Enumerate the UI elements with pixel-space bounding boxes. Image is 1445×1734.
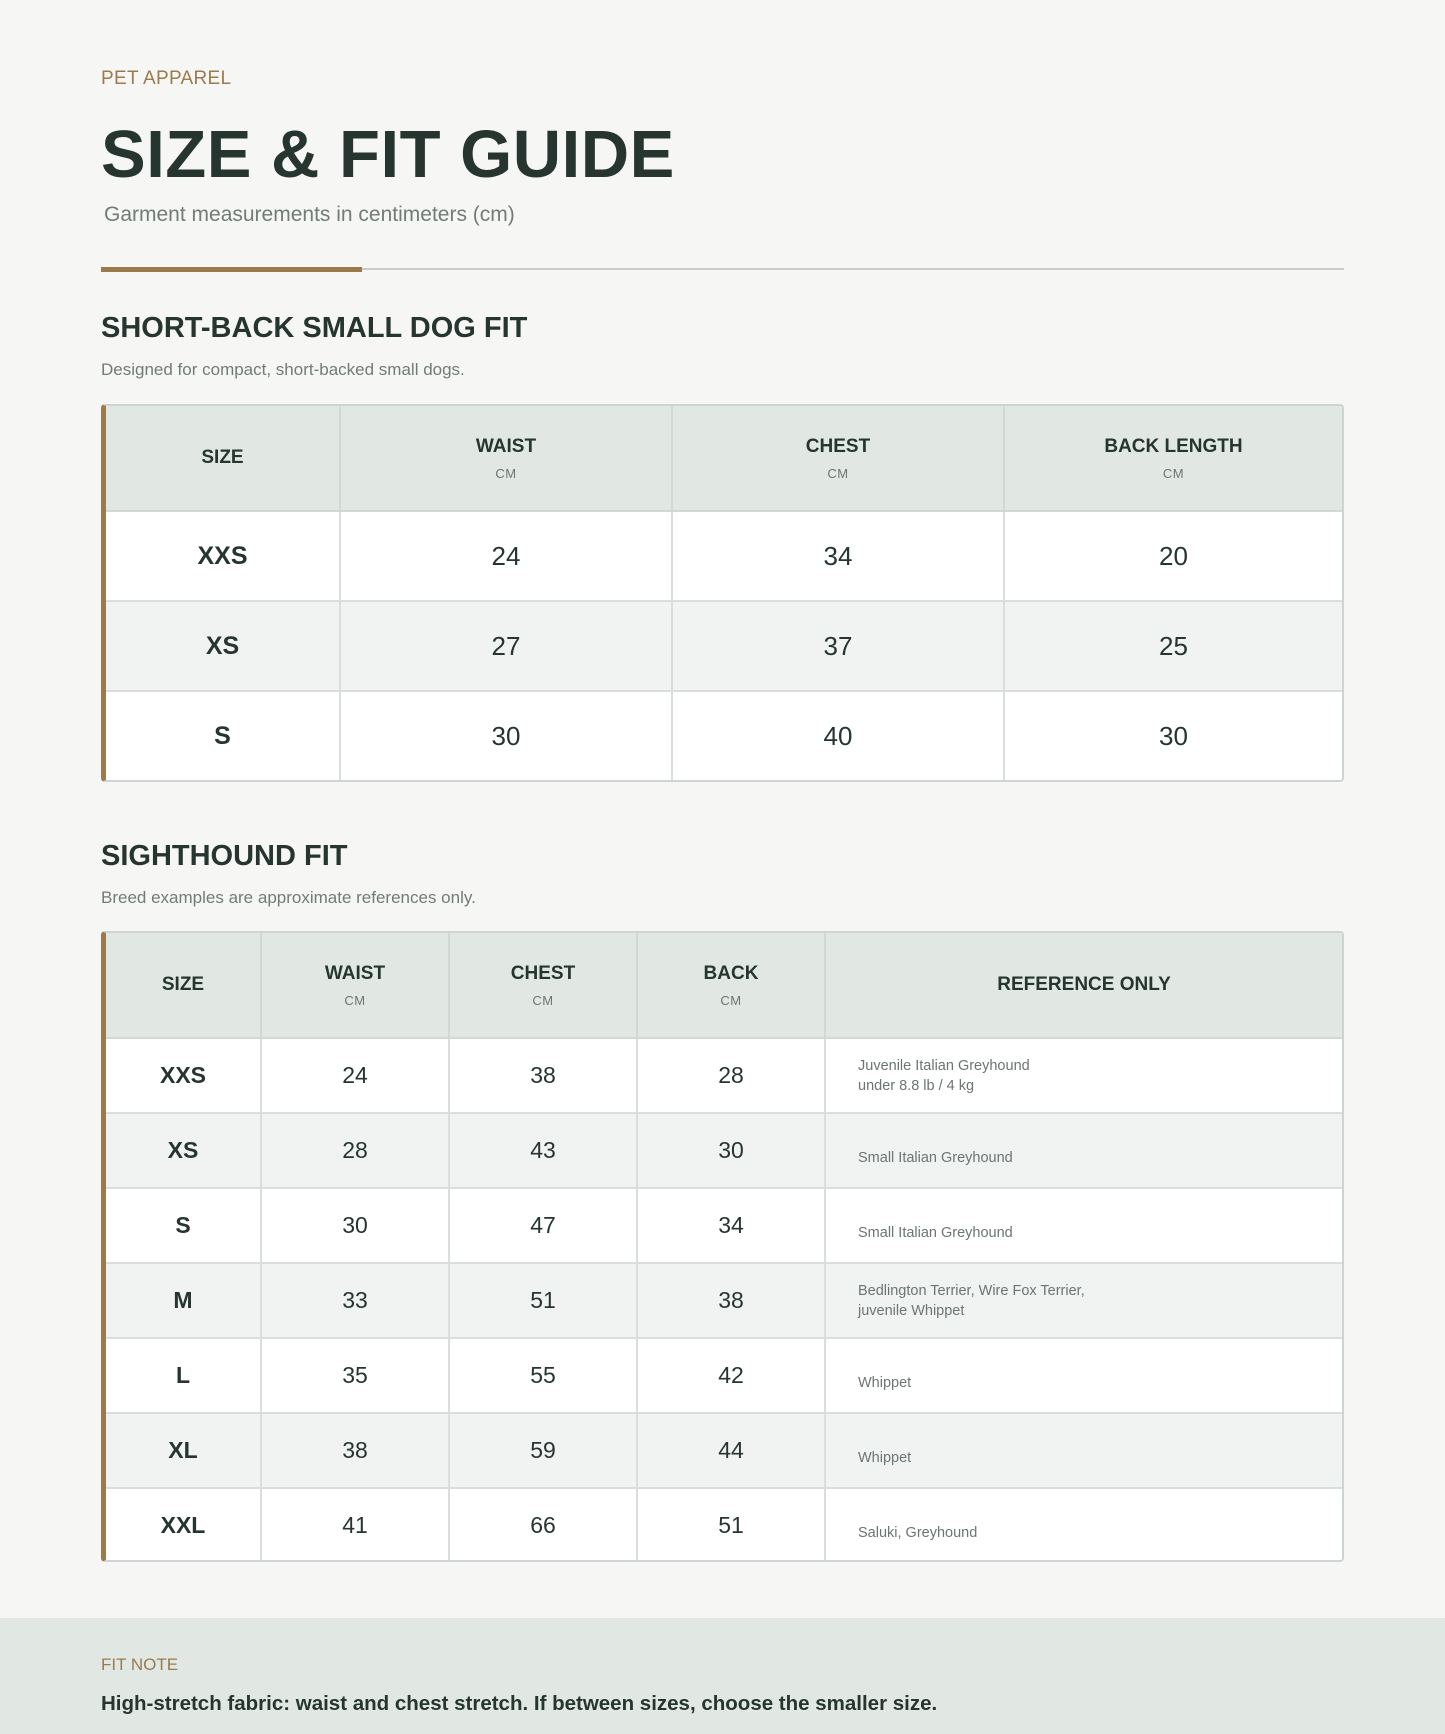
size-cell: XS: [106, 601, 340, 691]
size-cell: XL: [106, 1413, 261, 1488]
size-cell: L: [106, 1338, 261, 1413]
column-header-label: CHEST: [510, 962, 576, 984]
waist-cell: 35: [261, 1338, 449, 1413]
column-unit-label: CM: [344, 992, 366, 1008]
waist-cell: 41: [261, 1488, 449, 1562]
short-back-section-title: SHORT-BACK SMALL DOG FIT: [101, 312, 528, 344]
table-row: [106, 1338, 1342, 1413]
fit-note-banner: [0, 1618, 1445, 1734]
reference-text: Small Italian Greyhound: [858, 1149, 1013, 1166]
column-header-label: WAIST: [475, 435, 537, 457]
reference-text: Small Italian Greyhound: [858, 1224, 1013, 1241]
table-row: [106, 601, 1342, 691]
fit-note-label: FIT NOTE: [101, 1655, 179, 1674]
column-unit-label: CM: [827, 465, 849, 481]
sighthound-section-title: SIGHTHOUND FIT: [101, 840, 348, 872]
column-header-reference: [825, 933, 1342, 1038]
column-header-size: [106, 933, 261, 1038]
reference-text: Bedlington Terrier, Wire Fox Terrier, juvenile Whippet: [858, 1282, 1085, 1319]
reference-cell: [825, 1038, 1342, 1113]
table-header-row: [106, 406, 1342, 511]
column-unit-label: CM: [720, 992, 742, 1008]
reference-cell: [825, 1188, 1342, 1263]
reference-cell: [825, 1263, 1342, 1338]
size-cell: S: [106, 1188, 261, 1263]
reference-text: Juvenile Italian Greyhound under 8.8 lb / 4 kg: [858, 1057, 1030, 1094]
waist-cell: 27: [340, 601, 672, 691]
back-cell: 38: [637, 1263, 825, 1338]
column-header-size: [106, 406, 340, 511]
chest-cell: 40: [672, 691, 1004, 780]
fit-note-text: High-stretch fabric: waist and chest stretch. If between sizes, choose the smaller size.: [101, 1692, 938, 1715]
short-back-section-description: Designed for compact, short-backed small dogs.: [101, 360, 465, 379]
chest-cell: 51: [449, 1263, 637, 1338]
table-row: [106, 1488, 1342, 1562]
back-length-cell: 20: [1004, 511, 1342, 601]
table-row: [106, 1188, 1342, 1263]
reference-cell: [825, 1488, 1342, 1562]
back-cell: 30: [637, 1113, 825, 1188]
size-cell: XXS: [106, 511, 340, 601]
column-unit-label: CM: [495, 465, 517, 481]
waist-cell: 28: [261, 1113, 449, 1188]
column-header-back-length: [1004, 406, 1342, 511]
chest-cell: 43: [449, 1113, 637, 1188]
chest-cell: 34: [672, 511, 1004, 601]
back-cell: 51: [637, 1488, 825, 1562]
sighthound-section-description: Breed examples are approximate references only.: [101, 888, 476, 907]
waist-cell: 24: [261, 1038, 449, 1113]
column-header-label: BACK: [703, 962, 759, 984]
size-cell: XXS: [106, 1038, 261, 1113]
chest-cell: 47: [449, 1188, 637, 1263]
page-subtitle: Garment measurements in centimeters (cm): [104, 203, 515, 226]
size-cell: M: [106, 1263, 261, 1338]
waist-cell: 38: [261, 1413, 449, 1488]
reference-text: Whippet: [858, 1374, 912, 1391]
table-row: [106, 1038, 1342, 1113]
column-header-label: CHEST: [805, 435, 871, 457]
waist-cell: 33: [261, 1263, 449, 1338]
back-cell: 44: [637, 1413, 825, 1488]
column-header-waist: [340, 406, 672, 511]
column-header-label: SIZE: [201, 447, 244, 468]
chest-cell: 37: [672, 601, 1004, 691]
reference-text: Saluki, Greyhound: [858, 1524, 978, 1541]
back-cell: 34: [637, 1188, 825, 1263]
size-cell: XXL: [106, 1488, 261, 1562]
column-unit-label: CM: [1162, 465, 1185, 481]
column-unit-label: CM: [532, 992, 554, 1008]
reference-cell: [825, 1113, 1342, 1188]
short-back-size-table: [101, 404, 1344, 782]
back-cell: 28: [637, 1038, 825, 1113]
column-header-chest: [672, 406, 1004, 511]
reference-text: Whippet: [858, 1449, 912, 1466]
column-header-label: BACK LENGTH: [1104, 435, 1243, 457]
table-row: [106, 691, 1342, 780]
column-header-chest: [449, 933, 637, 1038]
table-row: [106, 1413, 1342, 1488]
waist-cell: 30: [340, 691, 672, 780]
back-length-cell: 25: [1004, 601, 1342, 691]
chest-cell: 59: [449, 1413, 637, 1488]
chest-cell: 55: [449, 1338, 637, 1413]
table-header-row: [106, 933, 1342, 1038]
chest-cell: 66: [449, 1488, 637, 1562]
reference-cell: [825, 1413, 1342, 1488]
back-length-cell: 30: [1004, 691, 1342, 780]
reference-cell: [825, 1338, 1342, 1413]
table-row: [106, 1263, 1342, 1338]
waist-cell: 30: [261, 1188, 449, 1263]
size-cell: S: [106, 691, 340, 780]
column-header-label: SIZE: [161, 974, 205, 995]
waist-cell: 24: [340, 511, 672, 601]
column-header-back: [637, 933, 825, 1038]
sighthound-size-table: [101, 931, 1344, 1562]
table-row: [106, 1113, 1342, 1188]
page-title: SIZE & FIT GUIDE: [101, 117, 675, 192]
category-eyebrow: PET APPAREL: [101, 68, 232, 89]
column-header-label: WAIST: [324, 962, 386, 984]
header-divider-accent: [101, 267, 362, 272]
column-header-waist: [261, 933, 449, 1038]
column-header-label: REFERENCE ONLY: [997, 974, 1171, 995]
table-row: [106, 511, 1342, 601]
size-cell: XS: [106, 1113, 261, 1188]
chest-cell: 38: [449, 1038, 637, 1113]
back-cell: 42: [637, 1338, 825, 1413]
